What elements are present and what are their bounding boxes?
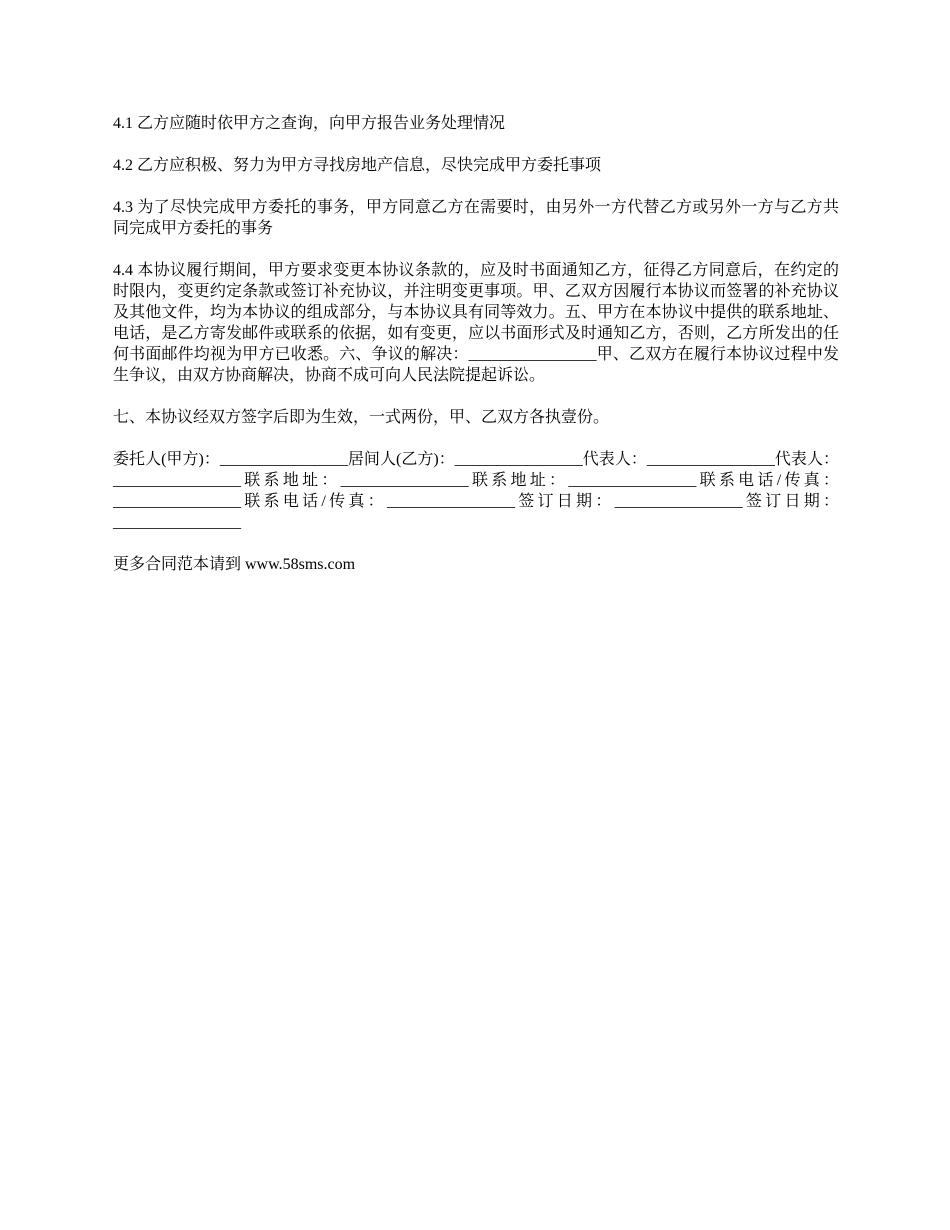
clause-4-3: 4.3 为了尽快完成甲方委托的事务，甲方同意乙方在需要时，由另外一方代替乙方或另外一方与乙方共同完成甲方委托的事务 — [113, 199, 839, 237]
document-page — [113, 113, 839, 596]
footer-note: 更多合同范本请到 www.58sms.com — [113, 556, 356, 573]
clause-4-4: 4.4 本协议履行期间，甲方要求变更本协议条款的，应及时书面通知乙方，征得乙方同意后，在约定的时限内，变更约定条款或签订补充协议，并注明变更事项。甲、乙双方因履行本协议而签署的补充协议及其他文件，均为本协议的组成部分，与本协议具有同等效力。五、甲方在本协议中提供的联系地址、电话，是乙方寄发邮件或联系的依据，如有变更，应以书面形式及时通知乙方，否则，乙方所发出的任何书面邮件均视为甲方已收悉。六、争议的解决：________________甲、乙双方在履行本协议过程中发生争议，由双方协商解决，协商不成可向人民法院提起诉讼。 — [113, 262, 839, 384]
signature-block: 委托人(甲方)：________________居间人(乙方)：________________代表人：________________代表人：________________联系地址：________________联系地址：________________联系电话/传真：________________联系电话/传真：________________签订日期：________________签订日期：________________ — [113, 451, 839, 531]
clause-7: 七、本协议经双方签字后即为生效，一式两份，甲、乙双方各执壹份。 — [113, 409, 610, 426]
clause-4-2: 4.2 乙方应积极、努力为甲方寻找房地产信息，尽快完成甲方委托事项 — [113, 157, 602, 174]
clause-4-1: 4.1 乙方应随时依甲方之查询，向甲方报告业务处理情况 — [113, 115, 506, 132]
